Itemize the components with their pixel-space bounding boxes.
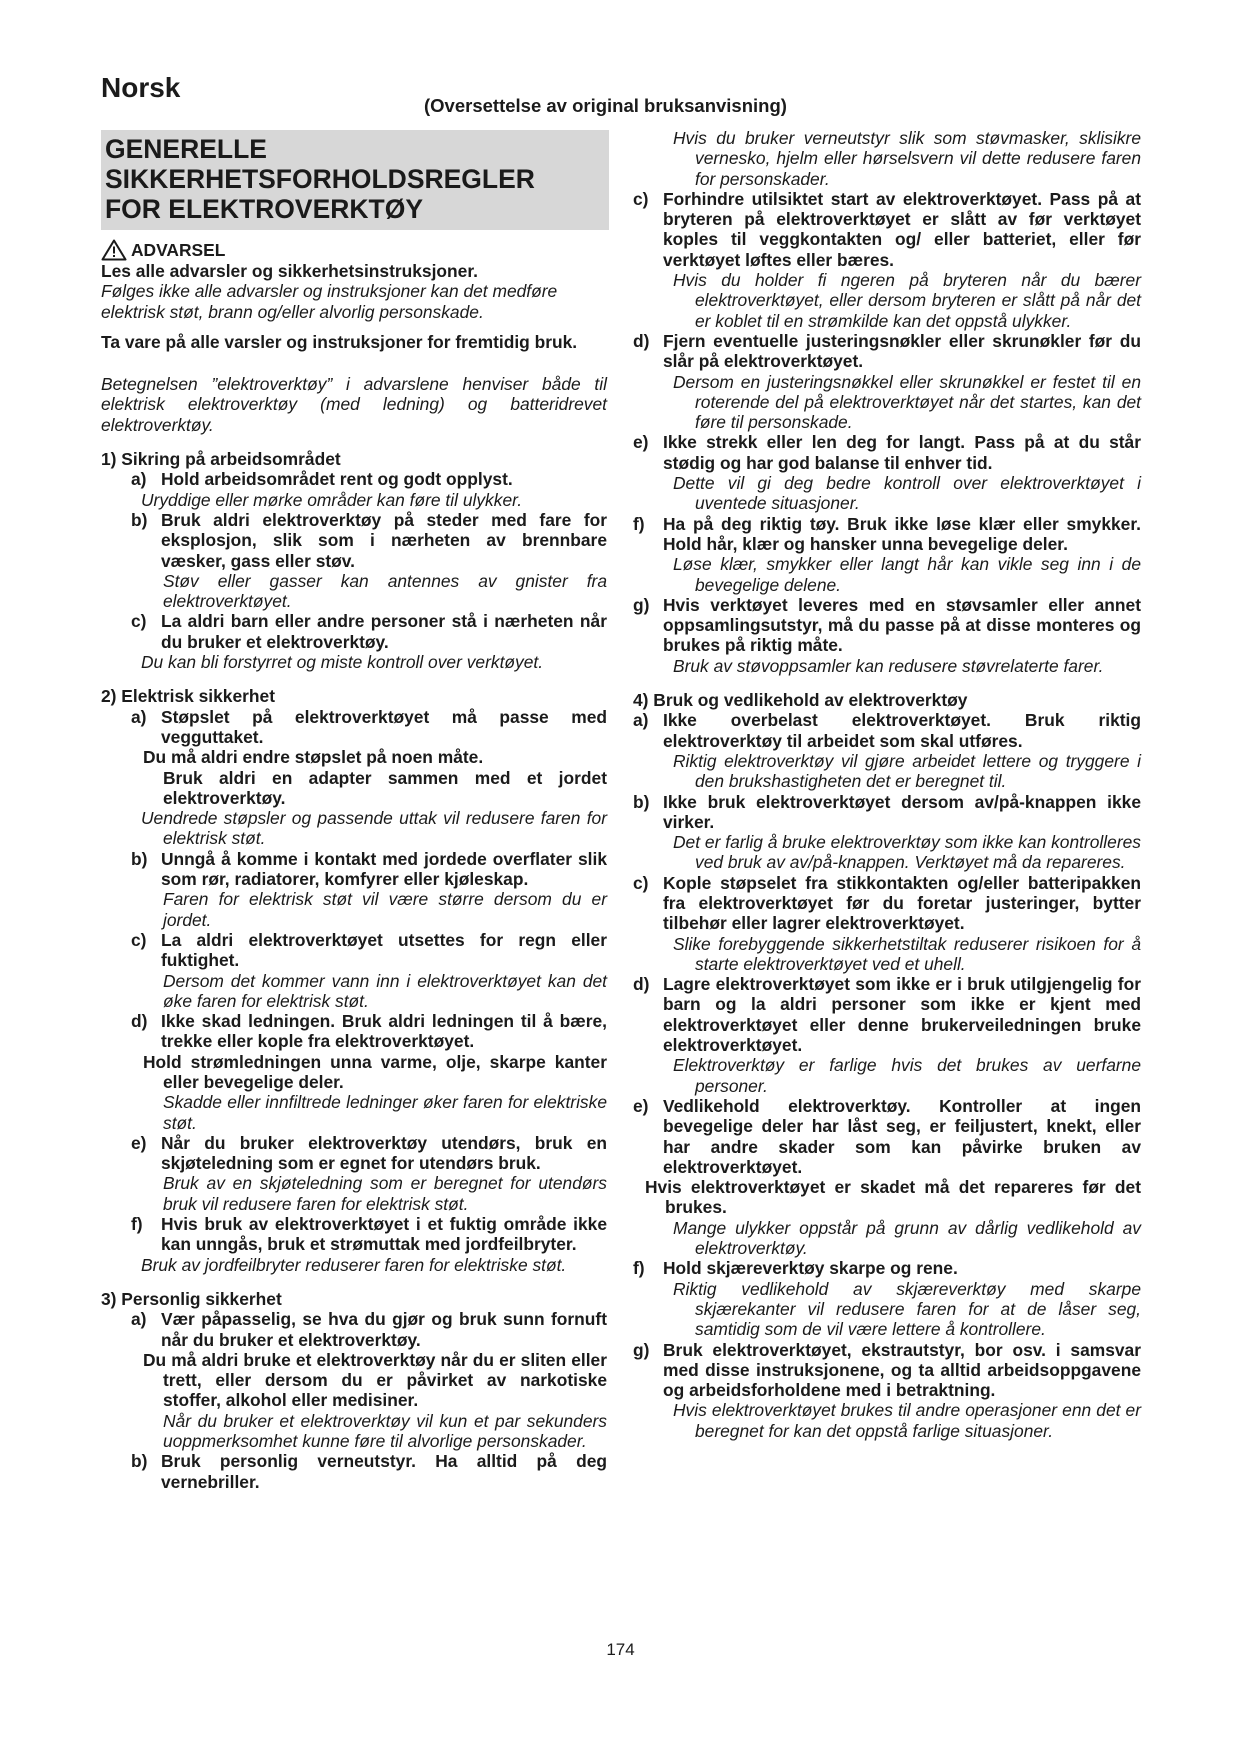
section-2-note-a: Uendrede støpsler og passende uttak vil redusere faren for elektrisk støt. xyxy=(141,808,607,849)
item-label: b) xyxy=(131,848,148,869)
section-3-item-g xyxy=(633,595,1141,656)
item-text: Når du bruker elektroverktøy utendørs, bruk en skjøteledning som er egnet for utendørs bruk. xyxy=(161,1132,607,1174)
section-2-item-f xyxy=(101,1214,607,1255)
item-label: b) xyxy=(131,1451,148,1472)
item-label: b) xyxy=(633,791,650,812)
language-heading: Norsk xyxy=(101,72,181,103)
item-label: c) xyxy=(633,872,649,893)
section-4-note-e: Mange ulykker oppstår på grunn av dårlig vedlikehold av elektroverktøy. xyxy=(673,1217,1141,1259)
warning-keep-instructions: Ta vare på alle varsler og instruksjoner for fremtidig bruk. xyxy=(101,331,578,352)
page-number: 174 xyxy=(606,1640,635,1659)
item-text: La aldri elektroverktøyet utsettes for regn eller fuktighet. xyxy=(161,929,607,971)
item-text: Hold skjæreverktøy skarpe og rene. xyxy=(663,1258,958,1279)
item-label: d) xyxy=(633,974,650,995)
section-4-item-d xyxy=(633,974,1141,1055)
section-4-note-d: Elektroverktøy er farlige hvis det brukes av uerfarne personer. xyxy=(673,1055,1141,1096)
section-2-title: 2) Elektrisk sikkerhet xyxy=(101,686,276,707)
item-label: f) xyxy=(633,513,645,534)
item-label: a) xyxy=(131,469,147,490)
item-text: Lagre elektroverktøyet som ikke er i bruk utilgjengelig for barn og la aldri personer som ikke er kjent med elektroverktøyet eller denne brukerveiledningen bruke elektroverktøyet. xyxy=(663,974,1141,1056)
section-4-item-e xyxy=(633,1096,1141,1177)
section-2-sub-a2: Bruk aldri en adapter sammen med et jordet elektroverktøy. xyxy=(163,767,607,808)
section-3-note-b: Hvis du bruker verneutstyr slik som støvmasker, sklisikre vernesko, hjelm eller hørselsvern vil dette redusere faren for personskader. xyxy=(673,128,1141,189)
item-text: Ikke skad ledningen. Bruk aldri ledningen til å bære, trekke eller kople fra elektroverktøyet. xyxy=(161,1011,607,1052)
title-line-1: GENERELLE xyxy=(105,134,267,164)
section-title-box xyxy=(101,130,609,230)
warning-intro-bold: Les alle advarsler og sikkerhetsinstruksjoner. xyxy=(101,261,478,281)
item-label: d) xyxy=(633,330,650,351)
section-2-note-c: Dersom det kommer vann inn i elektroverktøyet kan det øke faren for elektrisk støt. xyxy=(163,970,607,1011)
section-4-sub-e: Hvis elektroverktøyet er skadet må det repareres før det brukes. xyxy=(645,1177,1141,1218)
section-4-title: 4) Bruk og vedlikehold av elektroverktøy xyxy=(633,690,968,711)
title-line-3: FOR ELEKTROVERKTØY xyxy=(105,194,424,224)
section-4-item-c xyxy=(633,873,1141,934)
section-1-note-a: Uryddige eller mørke områder kan føre til ulykker. xyxy=(141,489,523,510)
item-label: g) xyxy=(633,1339,650,1360)
item-text: La aldri barn eller andre personer stå i nærheten når du bruker et elektroverktøy. xyxy=(161,611,607,652)
section-2-item-d xyxy=(101,1011,607,1052)
item-text: Fjern eventuelle justeringsnøkler eller skrunøkler før du slår på elektroverktøyet. xyxy=(663,330,1141,372)
section-4-item-g xyxy=(633,1340,1141,1401)
section-3-note-f: Løse klær, smykker eller langt hår kan vikle seg inn i de bevegelige delene. xyxy=(673,554,1141,595)
section-3-note-e: Dette vil gi deg bedre kontroll over elektroverktøyet i uventede situasjoner. xyxy=(673,473,1141,514)
section-3-item-c xyxy=(633,189,1141,270)
item-text: Hvis verktøyet leveres med en støvsamler eller annet oppsamlingsutstyr, må du passe på at disse monteres og brukes på riktig måte. xyxy=(663,594,1141,656)
item-label: g) xyxy=(633,594,650,615)
section-2-note-d: Skadde eller innfiltrede ledninger øker faren for elektriske støt. xyxy=(163,1092,607,1133)
section-2-item-b xyxy=(101,849,607,890)
section-3-note-g: Bruk av støvoppsamler kan redusere støvrelaterte farer. xyxy=(673,655,1104,676)
warning-heading xyxy=(101,239,607,261)
left-column xyxy=(101,130,607,1492)
section-1-item-b xyxy=(101,510,607,571)
item-label: b) xyxy=(131,509,148,530)
section-1-title: 1) Sikring på arbeidsområdet xyxy=(101,449,341,470)
item-text: Hold arbeidsområdet rent og godt opplyst. xyxy=(161,469,513,490)
section-3-title: 3) Personlig sikkerhet xyxy=(101,1288,282,1309)
item-text: Støpslet på elektroverktøyet må passe med vegguttaket. xyxy=(161,706,607,747)
section-3-item-b xyxy=(101,1451,607,1492)
section-1-note-c: Du kan bli forstyrret og miste kontroll over verktøyet. xyxy=(141,652,544,673)
section-2-note-f: Bruk av jordfeilbryter reduserer faren for elektriske støt. xyxy=(141,1254,567,1275)
translation-subtitle: (Oversettelse av original bruksanvisning) xyxy=(424,95,787,116)
section-4-note-c: Slike forebyggende sikkerhetstiltak reduserer risikoen for å starte elektroverktøyet ved et uhell. xyxy=(673,933,1141,974)
item-text: Ikke strekk eller len deg for langt. Pass på at du står stødig og har god balanse til enhver tid. xyxy=(663,432,1141,473)
item-label: e) xyxy=(633,432,649,453)
section-1-note-b: Støv eller gasser kan antennes av gnister fra elektroverktøyet. xyxy=(163,570,607,612)
item-text: Unngå å komme i kontakt med jordede overflater slik som rør, radiatorer, komfyrer eller kjøleskap. xyxy=(161,848,607,890)
warning-intro-italic: Følges ikke alle advarsler og instruksjoner kan det medføre elektrisk støt, brann og/eller alvorlig personskade. xyxy=(101,281,558,322)
section-2-note-b: Faren for elektrisk støt vil være større dersom du er jordet. xyxy=(163,889,607,930)
section-4-item-b xyxy=(633,792,1141,833)
section-4-note-f: Riktig vedlikehold av skjæreverktøy med skarpe skjærekanter vil redusere faren for at de låser seg, samtidig som de vil være lettere å kontrollere. xyxy=(673,1278,1141,1340)
warning-triangle-icon xyxy=(101,239,127,261)
right-column xyxy=(633,128,1141,1441)
item-label: a) xyxy=(633,710,649,731)
item-text: Ikke overbelast elektroverktøyet. Bruk riktig elektroverktøy til arbeidet som skal utføres. xyxy=(663,710,1141,751)
item-text: Hvis bruk av elektroverktøyet i et fuktig område ikke kan unngås, bruk et strømuttak med jordfeilbryter. xyxy=(161,1214,607,1255)
title-line-2: SIKKERHETSFORHOLDSREGLER xyxy=(105,164,535,194)
item-text: Ha på deg riktig tøy. Bruk ikke løse klær eller smykker. Hold hår, klær og hansker unna bevegelige deler. xyxy=(663,513,1141,554)
section-2-item-a xyxy=(101,707,607,748)
warning-label: ADVARSEL xyxy=(131,239,226,260)
item-text: Bruk aldri elektroverktøy på steder med fare for eksplosjon, slik som i nærheten av brennbare væsker, gass eller støv. xyxy=(161,509,607,571)
item-label: e) xyxy=(131,1132,147,1153)
item-text: Ikke bruk elektroverktøyet dersom av/på-knappen ikke virker. xyxy=(663,791,1141,832)
section-3-sub-a: Du må aldri bruke et elektroverktøy når du er sliten eller trett, eller dersom du er påvirket av narkotiske stoffer, alkohol eller medisiner. xyxy=(143,1349,607,1411)
section-3-item-e xyxy=(633,432,1141,473)
section-1-item-c xyxy=(101,611,607,652)
item-label: f) xyxy=(131,1214,143,1235)
item-text: Bruk elektroverktøyet, ekstrautstyr, bor osv. i samsvar med disse instruksjonene, og ta alltid arbeidsoppgavene og arbeidsforholdene med i betraktning. xyxy=(663,1339,1141,1401)
item-label: c) xyxy=(131,611,147,632)
item-label: c) xyxy=(131,929,147,950)
section-3-item-f xyxy=(633,514,1141,555)
item-label: f) xyxy=(633,1258,645,1279)
section-3-note-d: Dersom en justeringsnøkkel eller skrunøkkel er festet til en roterende del på elektroverktøyet når det startes, kan det føre til personskade. xyxy=(673,371,1141,433)
section-4-item-a xyxy=(633,710,1141,751)
section-4-note-a: Riktig elektroverktøy vil gjøre arbeidet lettere og tryggere i den brukshastigheten det er beregnet til. xyxy=(673,750,1141,792)
section-2-note-e: Bruk av en skjøteledning som er beregnet for utendørs bruk vil redusere faren for elektrisk støt. xyxy=(163,1173,607,1214)
section-3-note-c: Hvis du holder fi ngeren på bryteren når du bærer elektroverktøyet, eller dersom bryteren er slått på når det er koblet til en strømkilde kan det oppstå ulykker. xyxy=(673,270,1141,331)
section-4-item-f xyxy=(633,1258,1141,1278)
item-text: Vær påpasselig, se hva du gjør og bruk sunn fornuft når du bruker et elektroverktøy. xyxy=(161,1309,607,1350)
section-2-sub-a1: Du må aldri endre støpslet på noen måte. xyxy=(143,747,484,768)
section-2-sub-d: Hold strømledningen unna varme, olje, skarpe kanter eller bevegelige deler. xyxy=(143,1051,607,1092)
item-label: a) xyxy=(131,706,147,727)
item-text: Bruk personlig verneutstyr. Ha alltid på deg vernebriller. xyxy=(161,1451,607,1492)
item-label: e) xyxy=(633,1095,649,1116)
item-label: a) xyxy=(131,1309,147,1330)
item-text: Vedlikehold elektroverktøy. Kontroller at ingen bevegelige deler har låst seg, er feiljustert, knekt, eller har andre skader som kan påvirke bruken av elektroverktøyet. xyxy=(663,1095,1141,1177)
warning-definition: Betegnelsen ”elektroverktøy” i advarslene henviser både til elektrisk elektroverktøy (med ledning) og batteridrevet elektroverktøy. xyxy=(101,374,607,435)
section-4-note-g: Hvis elektroverktøyet brukes til andre operasjoner enn det er beregnet for kan det oppstå farlige situasjoner. xyxy=(673,1400,1141,1441)
item-label: d) xyxy=(131,1011,148,1032)
section-3-item-d xyxy=(633,331,1141,372)
section-2-item-c xyxy=(101,930,607,971)
section-1-item-a xyxy=(101,469,607,489)
section-4-note-b: Det er farlig å bruke elektroverktøy som ikke kan kontrolleres ved bruk av av/på-knappen. Verktøyet må da repareres. xyxy=(673,832,1141,873)
section-3-note-a: Når du bruker et elektroverktøy vil kun et par sekunders uoppmerksomhet kunne føre til alvorlige personskader. xyxy=(163,1410,607,1452)
item-label: c) xyxy=(633,188,649,209)
section-3-item-a xyxy=(101,1309,607,1350)
section-2-item-e xyxy=(101,1133,607,1174)
item-text: Forhindre utilsiktet start av elektroverktøyet. Pass på at bryteren på elektroverktøyet er slått av før verktøyet koples til veggkontakten og/ eller batteriet, eller før verktøyet løftes eller bæres. xyxy=(663,188,1141,270)
item-text: Kople støpselet fra stikkontakten og/eller batteripakken fra elektroverktøyet før du foretar justeringer, bytter tilbehør eller lagrer elektroverktøyet. xyxy=(663,872,1141,934)
